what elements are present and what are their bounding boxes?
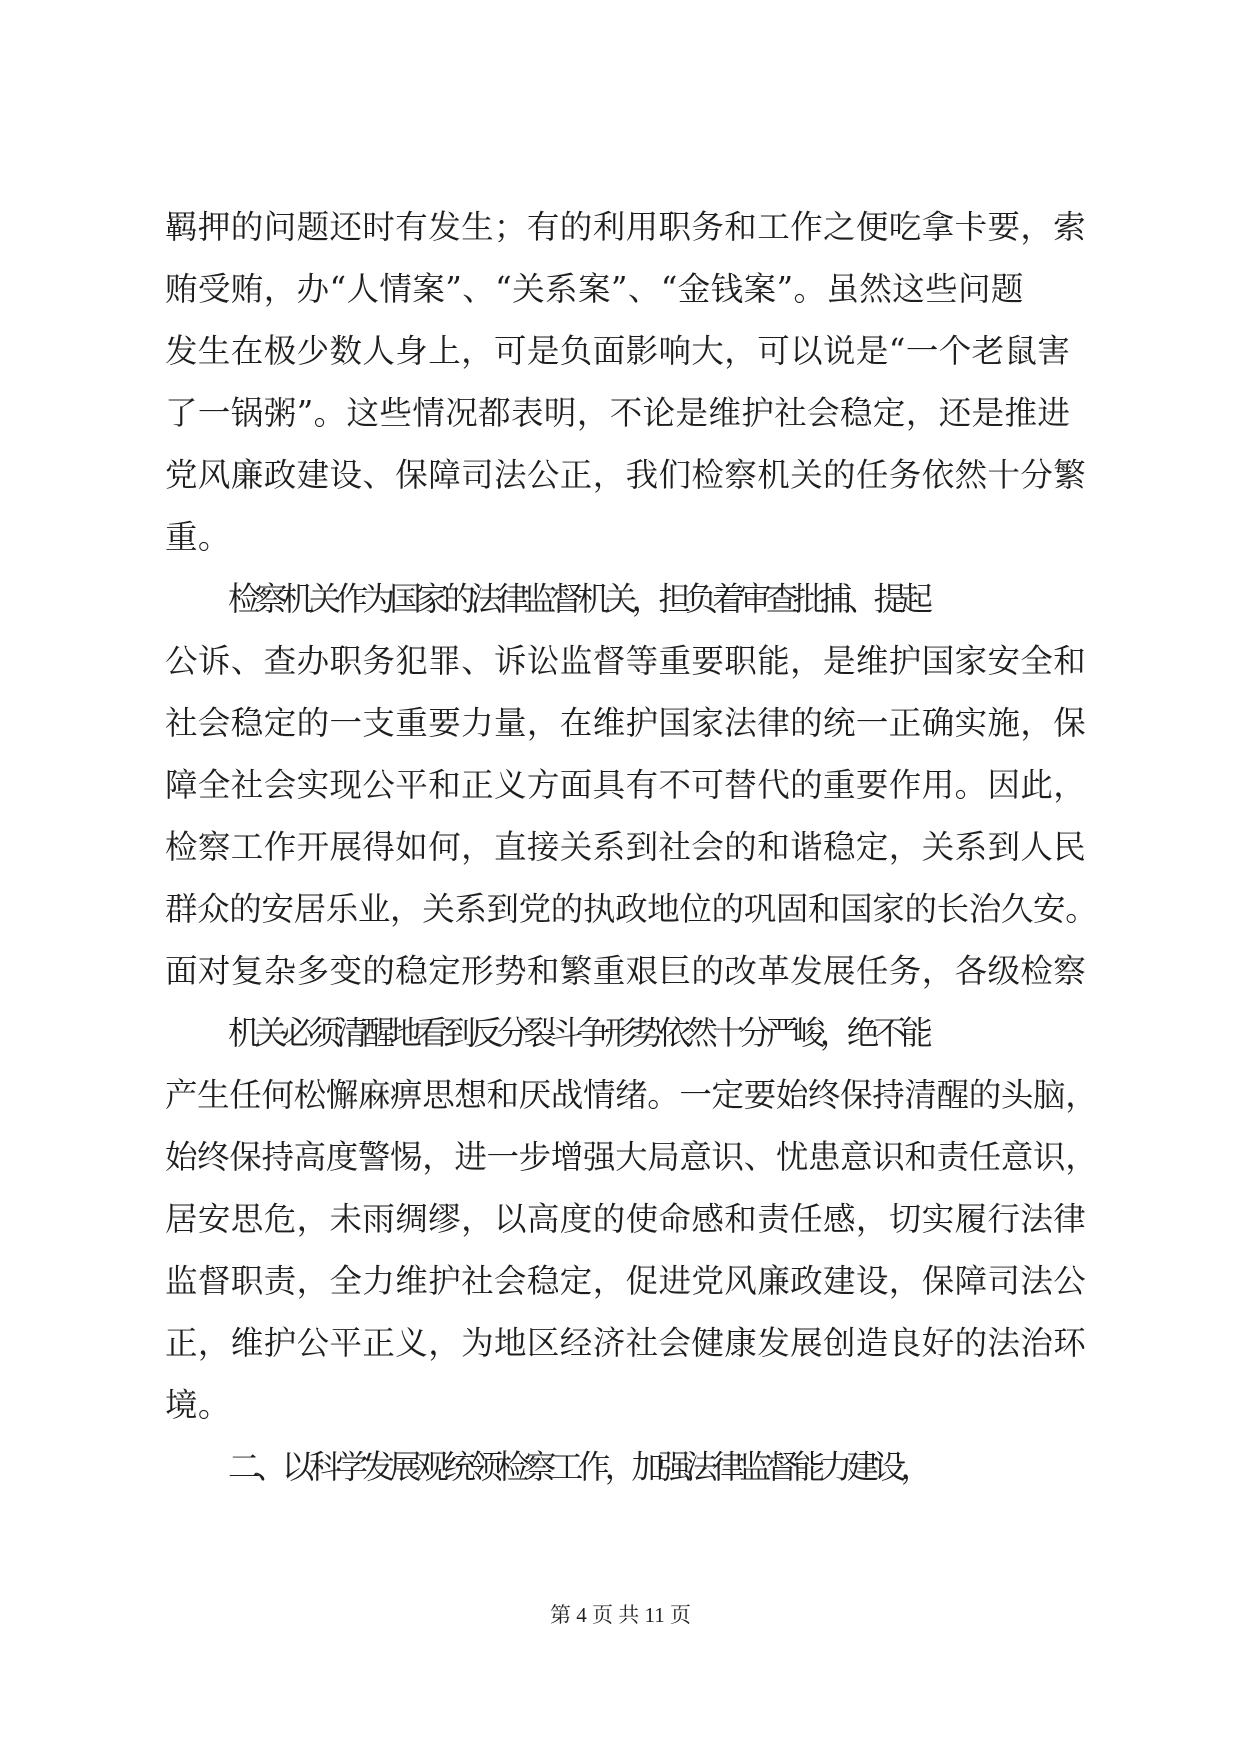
body-text-line: 正，维护公平正义，为地区经济社会健康发展创造良好的法治环 bbox=[165, 1324, 1087, 1362]
body-text-line: 群众的安居乐业，关系到党的执政地位的巩固和国家的长治久安。 bbox=[165, 890, 1098, 928]
body-text-line: 公诉、查办职务犯罪、诉讼监督等重要职能，是维护国家安全和 bbox=[165, 642, 1087, 680]
body-text-line: 产生任何松懈麻痹思想和厌战情绪。一定要始终保持清醒的头脑， bbox=[165, 1076, 1098, 1114]
body-text-line: 了一锅粥”。这些情况都表明，不论是维护社会稳定，还是推进 bbox=[165, 394, 1071, 432]
body-text-line: 监督职责，全力维护社会稳定，促进党风廉政建设，保障司法公 bbox=[165, 1262, 1087, 1300]
body-text-line: 重。 bbox=[165, 518, 231, 556]
body-text-line: 发生在极少数人身上，可是负面影响大，可以说是“一个老鼠害 bbox=[165, 332, 1071, 370]
body-text-line: 始终保持高度警惕，进一步增强大局意识、忧患意识和责任意识， bbox=[165, 1138, 1098, 1176]
body-text-line: 境。 bbox=[165, 1386, 231, 1424]
section-heading-line: 二、以科学发展观统领检察工作，加强法律监督能力建设， bbox=[228, 1448, 928, 1486]
page-number-footer: 第 4 页 共 11 页 bbox=[550, 1603, 691, 1627]
body-text-line: 社会稳定的一支重要力量，在维护国家法律的统一正确实施，保 bbox=[165, 704, 1087, 742]
body-text-line: 羁押的问题还时有发生；有的利用职务和工作之便吃拿卡要，索 bbox=[165, 208, 1087, 246]
body-text-line: 贿受贿，办“人情案”、“关系案”、“金钱案”。虽然这些问题 bbox=[165, 270, 1024, 308]
body-text-line: 居安思危，未雨绸缪，以高度的使命感和责任感，切实履行法律 bbox=[165, 1200, 1087, 1238]
paragraph-first-line: 机关必须清醒地看到反分裂斗争形势依然十分严峻，绝不能 bbox=[228, 1014, 928, 1052]
body-text-line: 党风廉政建设、保障司法公正，我们检察机关的任务依然十分繁 bbox=[165, 456, 1087, 494]
paragraph-first-line: 检察机关作为国家的法律监督机关，担负着审查批捕、提起 bbox=[228, 580, 928, 618]
body-text-line: 检察工作开展得如何，直接关系到社会的和谐稳定，关系到人民 bbox=[165, 828, 1087, 866]
body-text-line: 障全社会实现公平和正义方面具有不可替代的重要作用。因此， bbox=[165, 766, 1087, 804]
body-text-line: 面对复杂多变的稳定形势和繁重艰巨的改革发展任务，各级检察 bbox=[165, 952, 1087, 990]
